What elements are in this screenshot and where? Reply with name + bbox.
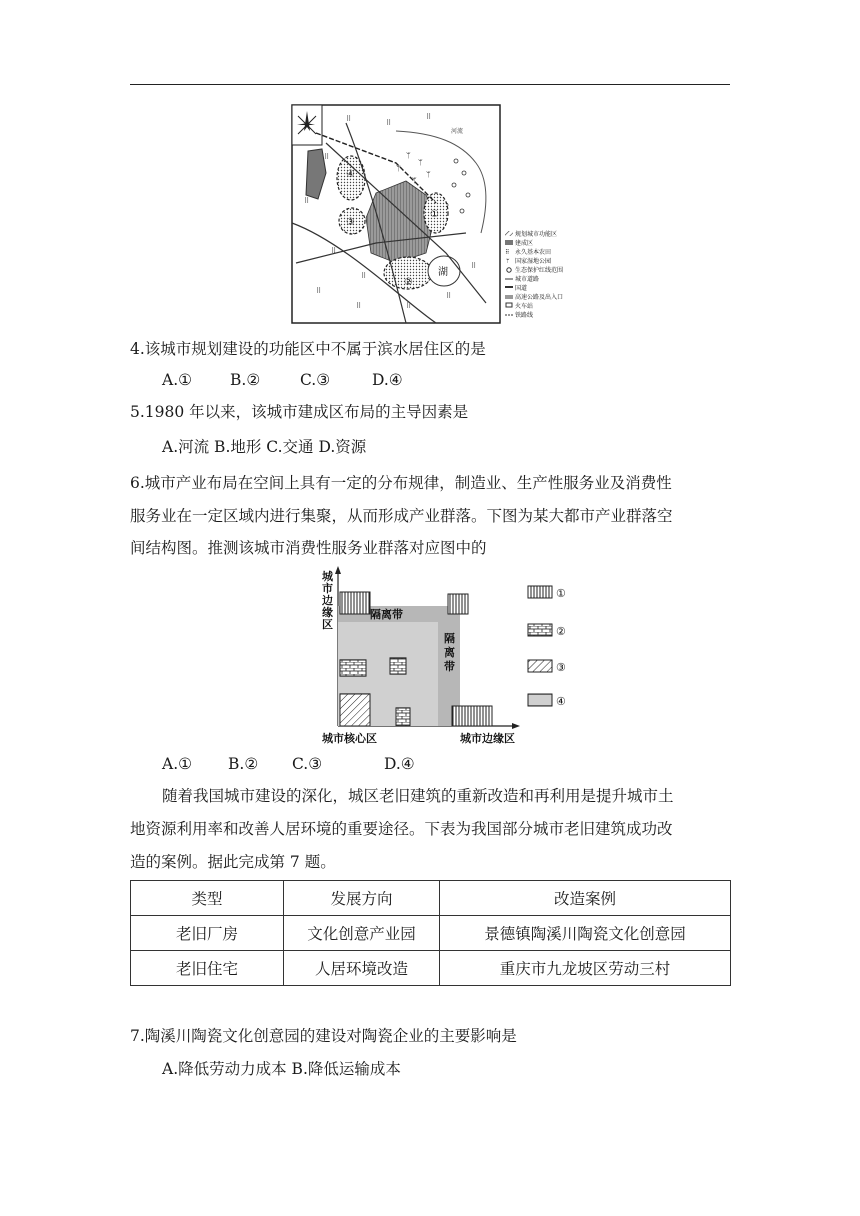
svg-text:城市道路: 城市道路 [515, 276, 540, 283]
svg-text:⠿: ⠿ [471, 262, 477, 270]
belt-side-label [444, 631, 455, 673]
question-5-stem: 5.1980 年以来，该城市建成区布局的主导因素是 [130, 403, 469, 421]
zone-label-4: ④ [346, 169, 355, 180]
question-6-line-2: 服务业在一定区域内进行集聚，从而形成产业群落。下图为某大都市产业群落空 [130, 507, 673, 525]
option-b: B.② [228, 755, 259, 773]
table-header-cell: 发展方向 [284, 881, 440, 916]
industry-cluster-diagram [320, 566, 580, 748]
svg-text:国道: 国道 [515, 285, 528, 292]
svg-text:①: ① [556, 587, 566, 600]
renovation-cases-table [130, 880, 731, 986]
svg-text:带: 带 [444, 660, 455, 673]
table-cell: 景德镇陶溪川陶瓷文化创意园 [440, 916, 731, 951]
x-axis-edge-label: 城市边缘区 [460, 732, 515, 745]
zone-label-1: ① [430, 209, 439, 220]
intro-line-2: 地资源利用率和改善人居环境的重要途径。下表为我国部分城市老旧建筑成功改 [130, 820, 673, 838]
svg-text:⠿: ⠿ [356, 302, 362, 310]
svg-text:隔: 隔 [444, 632, 455, 645]
north-arrow-icon [292, 105, 322, 145]
svg-text:建成区: 建成区 [515, 240, 534, 247]
table-row [131, 951, 731, 986]
svg-text:国家湿地公园: 国家湿地公园 [515, 258, 552, 265]
svg-text:铁路线: 铁路线 [515, 312, 534, 319]
svg-text:ᛘ: ᛘ [396, 164, 401, 173]
question-6-line-3: 间结构图。推测该城市消费性服务业群落对应图中的 [130, 539, 487, 557]
option-b: B.② [230, 371, 261, 389]
question-6-line-1: 6.城市产业布局在空间上具有一定的分布规律，制造业、生产性服务业及消费性 [130, 474, 672, 492]
question-4-stem: 4.该城市规划建设的功能区中不属于滨水居住区的是 [130, 340, 486, 358]
diagram-legend [528, 586, 566, 708]
option-c: C.③ [300, 371, 331, 389]
option-d: D.④ [384, 755, 415, 773]
table-header-cell: 改造案例 [440, 881, 731, 916]
svg-text:⠿: ⠿ [304, 197, 310, 205]
svg-text:④: ④ [556, 695, 566, 708]
svg-text:ᛘ: ᛘ [418, 158, 423, 167]
option-d: D.④ [372, 371, 403, 389]
intro-line-3: 造的案例。据此完成第 7 题。 [130, 853, 336, 871]
svg-text:⠿: ⠿ [426, 113, 432, 121]
svg-text:ᛘ: ᛘ [506, 258, 510, 265]
river-label: 河流 [451, 128, 464, 135]
svg-text:离: 离 [444, 646, 455, 659]
svg-text:永久基本农田: 永久基本农田 [515, 249, 552, 256]
svg-text:⠿: ⠿ [386, 119, 392, 127]
svg-text:③: ③ [556, 661, 566, 674]
option-a: A.① [162, 371, 193, 389]
map-legend [505, 230, 563, 319]
table-cell: 文化创意产业园 [284, 916, 440, 951]
question-5-options: A.河流 B.地形 C.交通 D.资源 [162, 438, 367, 456]
svg-text:⠿: ⠿ [406, 302, 412, 310]
option-c: C.③ [292, 755, 323, 773]
header-rule [130, 84, 730, 85]
option-a: A.① [162, 755, 193, 773]
svg-text:ᛘ: ᛘ [412, 176, 417, 185]
x-axis-core-label: 城市核心区 [322, 732, 377, 745]
svg-text:ᛘ: ᛘ [406, 151, 411, 160]
svg-text:⠿: ⠿ [505, 249, 510, 256]
svg-text:②: ② [556, 625, 566, 638]
svg-text:生态保护红线范围: 生态保护红线范围 [515, 267, 564, 274]
question-6-options [162, 754, 415, 774]
zone-label-3: ③ [346, 217, 355, 228]
question-7-options: A.降低劳动力成本 B.降低运输成本 [162, 1060, 401, 1078]
svg-text:城市边缘区: 城市边缘区 [322, 570, 333, 631]
table-header-row [131, 881, 731, 916]
belt-top-label: 隔离带 [370, 608, 403, 621]
table-cell: 老旧住宅 [131, 951, 284, 986]
intro-line-1: 随着我国城市建设的深化，城区老旧建筑的重新改造和再利用是提升城市土 [162, 787, 674, 805]
svg-text:高速公路及出入口: 高速公路及出入口 [515, 294, 564, 301]
svg-text:ᛘ: ᛘ [426, 170, 431, 179]
svg-text:⠿: ⠿ [346, 115, 352, 123]
zone-label-2: ② [404, 277, 413, 288]
svg-text:⠿: ⠿ [361, 272, 367, 280]
svg-text:火车站: 火车站 [515, 303, 534, 310]
table-cell: 重庆市九龙坡区劳动三村 [440, 951, 731, 986]
lake-label: 湖 [438, 267, 448, 278]
table-cell: 人居环境改造 [284, 951, 440, 986]
svg-text:⠿: ⠿ [331, 247, 337, 255]
table-cell: 老旧厂房 [131, 916, 284, 951]
table-header-cell: 类型 [131, 881, 284, 916]
svg-text:⠿: ⠿ [446, 292, 452, 300]
svg-text:规划城市功能区: 规划城市功能区 [515, 231, 558, 238]
table-row [131, 916, 731, 951]
svg-text:⠿: ⠿ [316, 287, 322, 295]
svg-text:⠿: ⠿ [324, 153, 330, 161]
question-4-options [162, 370, 403, 390]
question-7-stem: 7.陶溪川陶瓷文化创意园的建设对陶瓷企业的主要影响是 [130, 1027, 517, 1045]
city-planning-map [286, 103, 586, 331]
y-axis-label [322, 570, 334, 631]
